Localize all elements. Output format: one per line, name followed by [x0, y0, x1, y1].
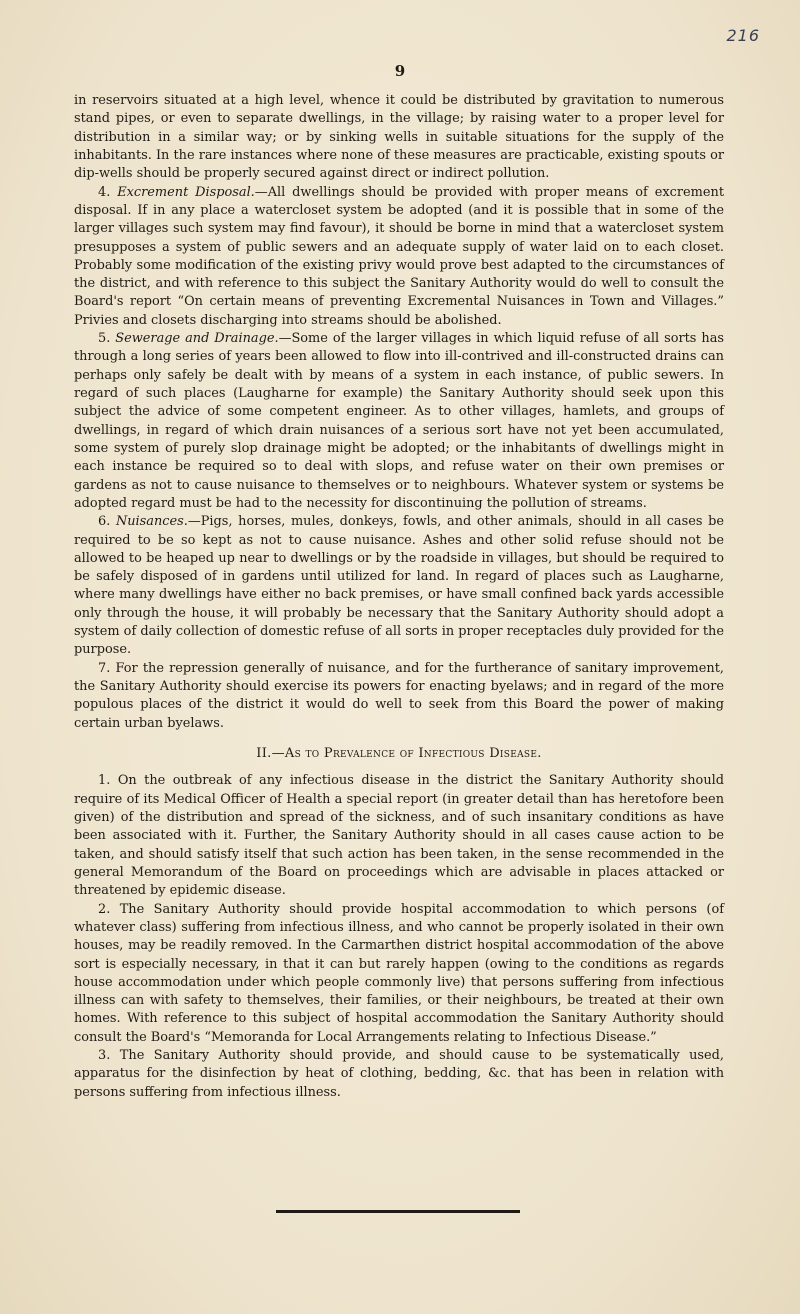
- paragraph-number: 6.: [98, 514, 111, 530]
- title-separator: —: [187, 514, 201, 530]
- paragraph-body: On the outbreak of any infectious disease in the district the Sanitary Authority should require of its Medical Officer of Health a special report (in greater detail than has heretofore been given) of the distribution and spread of the sickness, and of such insanitary conditions as have been associated with it. Further, the Sanitary Authority should in all cases cause action to be taken, and should satisfy itself that such action has been taken, in the sense recommended in the general Memorandum of the Board on proceedings which are advisable in places attacked or threatened by epidemic disease.: [74, 773, 724, 899]
- title-separator: —: [278, 331, 292, 347]
- handwritten-folio-mark: 216: [726, 26, 760, 45]
- paragraph-body: For the repression generally of nuisance, and for the furtherance of sanitary improvement, the Sanitary Authority should exercise its powers for enacting byelaws; and in regard of the more populous places of the district it would do well to seek from this Board the power of making certain urban byelaws.: [74, 660, 724, 731]
- section-heading: [74, 745, 724, 763]
- paragraph-byelaws: [74, 660, 724, 733]
- intro-paragraph: in reservoirs situated at a high level, whence it could be distributed by gravitation to numerous stand pipes, or even to separate dwellings, in the village; by raising water to a proper level for distribution in a similar way; or by sinking wells in suitable situations for the supply of the inhabitants. In the rare instances where none of these measures are practicable, existing spouts or dip-wells should be properly secured against direct or indirect pollution.: [74, 93, 724, 182]
- paragraph-outbreak-report: [74, 772, 724, 900]
- paragraph-excrement-disposal: [74, 184, 724, 331]
- paragraph-hospital-accommodation: [74, 901, 724, 1048]
- paragraph-body: All dwellings should be provided with proper means of excrement disposal. If in any place a watercloset system be adopted (and it is possible that in some of the larger villages such system may find favour), it should be borne in mind that a watercloset system presupposes a system of public sewers and an adequate supply of water laid on to each closet. Probably some modification of the existing privy would prove best adapted to the circumstances of the district, and with reference to this subject the Sanitary Authority would do well to consult the Board's report “On certain means of preventing Excremental Nuisances in Town and Villages.” Privies and closets discharging into streams should be abolished.: [74, 184, 724, 328]
- paragraph-nuisances: [74, 513, 724, 660]
- paragraph-body: The Sanitary Authority should provide, and should cause to be systematically used, apparatus for the disinfection by heat of clothing, bedding, &c. that has been in relation with persons suffering from infectious illness.: [74, 1048, 724, 1100]
- paragraph-title: Sewerage and Drainage.: [115, 331, 279, 347]
- paragraph-sewerage-drainage: [74, 330, 724, 513]
- paragraph-title: Excrement Disposal.: [117, 184, 255, 200]
- paragraph-number: 3.: [98, 1048, 111, 1064]
- paragraph-body: Pigs, horses, mules, donkeys, fowls, and other animals, should in all cases be required to be so kept as not to cause nuisance. Ashes and other solid refuse should not be allowed to be heaped up near to dwellings or by the roadside in villages, but should be required to be safely disposed of in gardens until utilized for land. In regard of places such as Laugharne, where many dwellings have either no back premises, or have small confined back yards accessible only through the house, it will probably be necessary that the Sanitary Authority should adopt a system of daily collection of domestic refuse of all sorts in proper receptacles duly provided for the purpose.: [74, 514, 724, 658]
- paragraph-body: The Sanitary Authority should provide hospital accommodation to which persons (of whatever class) suffering from infectious illness, and who cannot be properly isolated in their own houses, may be readily removed. In the Carmarthen district hospital accommodation of the above sort is especially necessary, in that it can but rarely happen (owing to the conditions as regards house accommodation under which people commonly live) that persons suffering from infectious illness can with safety to themselves, their families, or their neighbours, be treated at their own homes. With reference to this subject of hospital accommodation the Sanitary Authority should consult the Board's “Memoranda for Local Arrangements relating to Infectious Disease.”: [74, 901, 724, 1045]
- paragraph-title: Nuisances.: [115, 514, 188, 530]
- body-text: [74, 92, 724, 1102]
- paragraph-number: 5.: [98, 331, 111, 347]
- section-title: As to Prevalence of Infectious Disease.: [284, 745, 542, 761]
- closing-rule: [276, 1210, 520, 1213]
- paragraph-body: Some of the larger villages in which liquid refuse of all sorts has through a long series of years been allowed to flow into ill-contrived and ill-constructed drains can perhaps only safely be dealt with by means of a system in each instance, of public sewers. In regard of such places (Laugharne for example) the Sanitary Authority should seek upon this subject the advice of some competent engineer. As to other villages, hamlets, and groups of dwellings, in regard of which drain nuisances of a serious sort have not yet been accumulated, some system of purely slop drainage might be adopted; or the inhabitants of dwellings might in each instance be required so to deal with slops, and refuse water on their own premises or gardens as not to cause nuisance to themselves or to neighbours. Whatever system or systems be adopted regard must be had to the necessity for discontinuing the pollution of streams.: [74, 331, 724, 511]
- section-numeral: II.: [256, 745, 272, 761]
- heading-dash: —: [271, 745, 285, 761]
- paragraph-disinfection: [74, 1047, 724, 1102]
- paragraph-number: 7.: [98, 660, 111, 676]
- page-number: 9: [394, 62, 406, 80]
- title-separator: —: [254, 184, 268, 200]
- paragraph-number: 2.: [98, 901, 111, 917]
- paragraph-number: 1.: [98, 773, 111, 789]
- paragraph-number: 4.: [98, 184, 111, 200]
